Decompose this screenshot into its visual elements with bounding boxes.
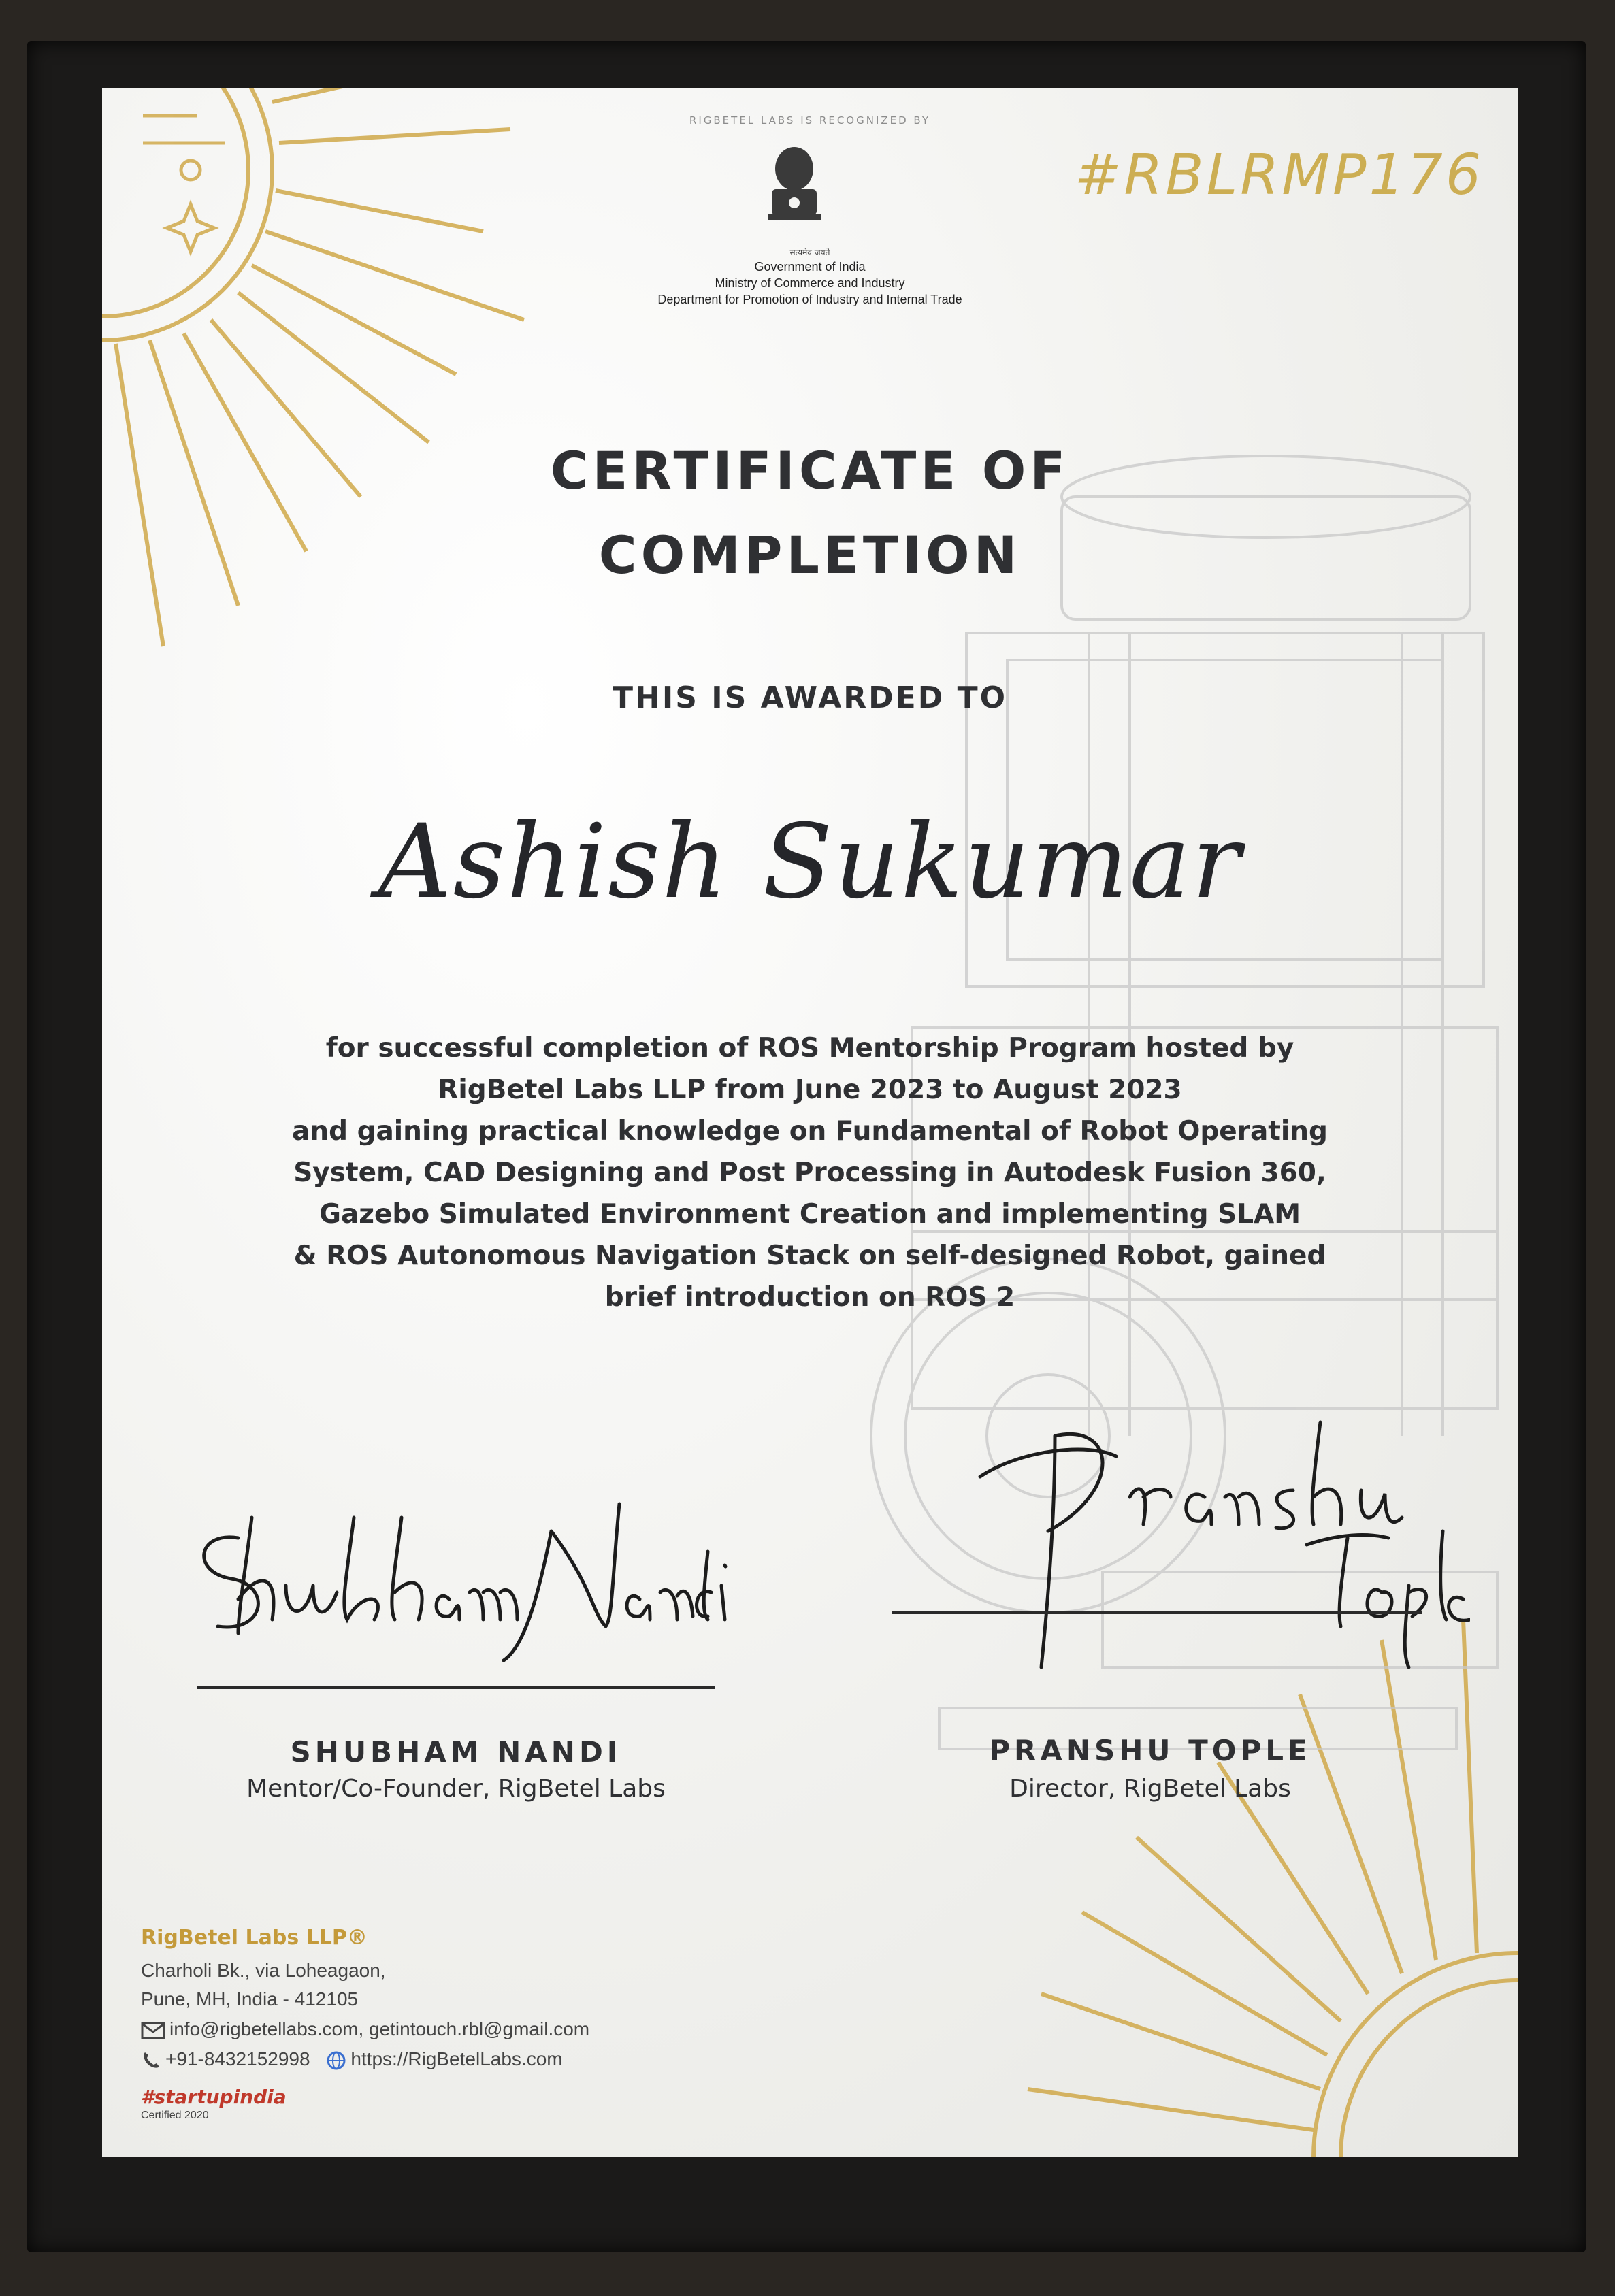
govt-line-2: Ministry of Commerce and Industry [715,276,905,290]
phone-text: +91-8432152998 [165,2048,310,2069]
certificate-description [218,1028,1402,1318]
website-text: https://RigBetelLabs.com [350,2048,563,2069]
description-line: and gaining practical knowledge on Fundamental of Robot Operating [292,1116,1328,1147]
contact-emails [141,2018,589,2040]
description-line: RigBetel Labs LLP from June 2023 to August 2023 [438,1075,1182,1105]
signatory-name-2: PRANSHU TOPLE [989,1734,1311,1767]
government-recognition-text [102,259,1518,308]
signatory-role-1: Mentor/Co-Founder, RigBetel Labs [246,1775,666,1803]
signature-shubham-nandi [184,1490,742,1667]
title-line-1: CERTIFICATE OF [550,440,1070,501]
signature-line-2 [892,1611,1422,1614]
emails-text: info@rigbetellabs.com, getintouch.rbl@gmail.com [169,2018,590,2039]
certificate-title [102,429,1518,597]
emblem-motto: सत्यमेव जयते [789,248,830,257]
address-line-1: Charholi Bk., via Loheagaon, [141,1960,386,1981]
signature-line-1 [197,1686,715,1689]
title-line-2: COMPLETION [598,525,1022,585]
govt-line-1: Government of India [754,260,866,274]
description-line: & ROS Autonomous Navigation Stack on self-designed Robot, gained [293,1241,1326,1271]
certified-year: Certified 2020 [141,2110,209,2121]
description-line: Gazebo Simulated Environment Creation and implementing SLAM [319,1199,1301,1230]
description-line: for successful completion of ROS Mentorship Program hosted by [325,1033,1294,1064]
awarded-to-label: THIS IS AWARDED TO [612,680,1007,715]
recognized-by-label: RIGBETEL LABS IS RECOGNIZED BY [689,114,931,127]
mail-icon [141,2021,165,2040]
govt-line-3: Department for Promotion of Industry and Internal Trade [657,293,962,306]
globe-icon [326,2050,346,2071]
phone-icon [141,2050,161,2071]
address-line-2: Pune, MH, India - 412105 [141,1988,359,2010]
company-name: RigBetel Labs LLP® [141,1926,368,1950]
contact-phone-web [141,2048,563,2071]
ashoka-emblem-icon [757,142,832,244]
startup-india-tag: #startupindia [141,2086,287,2108]
sunburst-top-left-decoration [102,88,619,701]
certificate-paper [102,88,1518,2157]
signatory-role-2: Director, RigBetel Labs [1009,1775,1291,1803]
description-line: brief introduction on ROS 2 [604,1282,1015,1313]
signatory-name-1: SHUBHAM NANDI [290,1735,622,1769]
signature-pranshu-tople [939,1395,1470,1681]
recipient-name: Ashish Sukumar [378,803,1242,921]
description-line: System, CAD Designing and Post Processing in Autodesk Fusion 360, [293,1158,1326,1188]
certificate-code: #RBLRMP176 [1074,143,1484,208]
